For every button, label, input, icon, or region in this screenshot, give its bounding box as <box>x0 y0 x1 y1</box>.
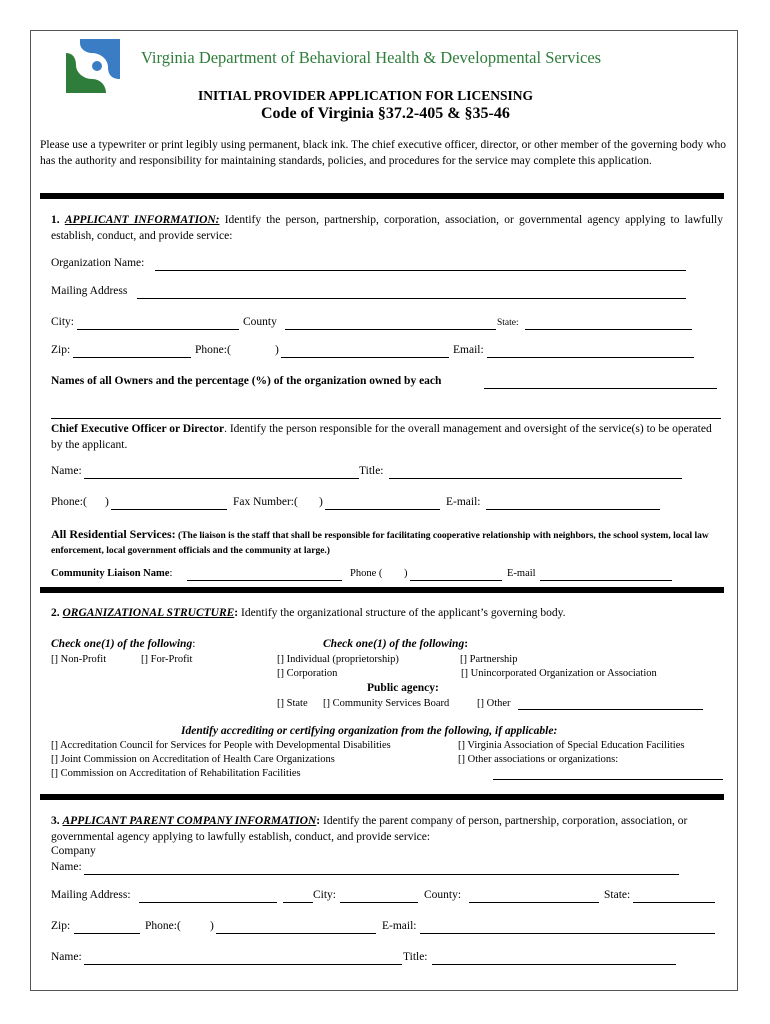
section2-title: ORGANIZATIONAL STRUCTURE <box>62 607 235 619</box>
section-divider <box>40 794 724 800</box>
liaison-phone-field[interactable] <box>410 580 502 581</box>
partnership-checkbox[interactable]: [] Partnership <box>460 654 518 665</box>
agency-name: Virginia Department of Behavioral Health & Developmental Services <box>141 48 602 67</box>
other-associations-checkbox[interactable]: [] Other associations or organizations: <box>458 754 619 765</box>
other-associations-field[interactable] <box>493 779 723 780</box>
fax-label: Fax Number:( <box>233 496 298 508</box>
county-label: County <box>243 316 277 328</box>
parent-county-label: County: <box>424 889 462 901</box>
intro-instructions: Please use a typewriter or print legibly using permanent, black ink. The chief executive officer, director, or other member of the governing body who has the authority and responsibility for maintaining standards, policies, and procedures for the service may complete this application. <box>40 139 726 167</box>
other-agency-checkbox[interactable]: [] Other <box>477 698 511 709</box>
mailing-address-label: Mailing Address <box>51 285 128 297</box>
parent-mailing-field[interactable] <box>139 902 277 903</box>
ceo-email-label: E-mail: <box>446 496 481 508</box>
ceo-phone-field[interactable] <box>111 509 227 510</box>
parent-city-label: City: <box>313 889 337 901</box>
owners-label: Names of all Owners and the percentage (%) of the organization owned by each <box>51 375 442 387</box>
dbhds-logo <box>66 39 120 93</box>
form-title: INITIAL PROVIDER APPLICATION FOR LICENSING <box>198 88 534 103</box>
accreditation-heading: Identify accrediting or certifying organization from the following, if applicable: <box>181 725 558 737</box>
zip-label: Zip: <box>51 344 71 356</box>
company-name-label: Name: <box>51 861 82 873</box>
individual-checkbox[interactable]: [] Individual (proprietorship) <box>277 654 399 665</box>
form-border <box>30 30 738 991</box>
parent-city-field[interactable] <box>340 902 418 903</box>
check-one-left: Check one(1) of the following: <box>51 638 196 650</box>
unincorporated-checkbox[interactable]: [] Unincorporated Organization or Association <box>461 668 657 679</box>
parent-state-field[interactable] <box>633 902 715 903</box>
ceo-title-label: Title: <box>359 465 384 477</box>
corporation-checkbox[interactable]: [] Corporation <box>277 668 338 679</box>
ceo-name-field[interactable] <box>84 478 359 479</box>
liaison-label: Community Liaison Name: <box>51 568 173 579</box>
vaisef-checkbox[interactable]: [] Virginia Association of Special Education Facilities <box>458 740 685 751</box>
org-name-label: Organization Name: <box>51 257 145 269</box>
parent-zip-field[interactable] <box>74 933 140 934</box>
parent-email-label: E-mail: <box>382 920 417 932</box>
acdd-checkbox[interactable]: [] Accreditation Council for Services for People with Developmental Disabilities <box>51 740 391 751</box>
parent-phone-field[interactable] <box>216 933 376 934</box>
csb-checkbox[interactable]: [] Community Services Board <box>323 698 450 709</box>
state-agency-checkbox[interactable]: [] State <box>277 698 308 709</box>
email-label: Email: <box>453 344 484 356</box>
ceo-phone-close-paren: ) <box>105 496 109 508</box>
residential-note: All Residential Services: (The liaison is the staff that shall be responsible for facilitating cooperative relationship with neighbors, the school system, local law enforcement, local government officials and the community at large.) <box>51 527 709 556</box>
section3-title: APPLICANT PARENT COMPANY INFORMATION <box>62 815 317 827</box>
ceo-phone-label: Phone:( <box>51 496 87 508</box>
city-label: City: <box>51 316 75 328</box>
ceo-title-field[interactable] <box>389 478 682 479</box>
liaison-phone-close-paren: ) <box>404 568 408 579</box>
jcaho-checkbox[interactable]: [] Joint Commission on Accreditation of Health Care Organizations <box>51 754 335 765</box>
phone-label: Phone:( <box>195 344 231 356</box>
parent-contact-name-field[interactable] <box>84 964 402 965</box>
carf-checkbox[interactable]: [] Commission on Accreditation of Rehabilitation Facilities <box>51 768 301 779</box>
residential-title: All Residential Services: <box>51 527 176 541</box>
zip-field[interactable] <box>73 357 191 358</box>
mailing-address-field[interactable] <box>137 298 686 299</box>
for-profit-checkbox[interactable]: [] For-Profit <box>141 654 193 665</box>
section1-title: APPLICANT INFORMATION: <box>64 214 220 226</box>
company-name-field[interactable] <box>84 874 679 875</box>
parent-mailing-label: Mailing Address: <box>51 889 131 901</box>
fax-field[interactable] <box>325 509 440 510</box>
county-field[interactable] <box>285 329 496 330</box>
liaison-email-label: E-mail <box>507 568 536 579</box>
state-field[interactable] <box>525 329 692 330</box>
check-one-right: Check one(1) of the following: <box>323 638 469 650</box>
email-field[interactable] <box>487 357 694 358</box>
parent-contact-title-field[interactable] <box>432 964 676 965</box>
liaison-phone-label: Phone ( <box>350 568 383 579</box>
public-agency-label: Public agency: <box>367 682 439 694</box>
section1-heading: 1. APPLICANT INFORMATION: Identify the person, partnership, corporation, association, or governmental agency applying to lawfully establish, conduct, and provide service: <box>51 214 723 242</box>
parent-phone-close-paren: ) <box>210 920 214 932</box>
parent-contact-name-label: Name: <box>51 951 82 963</box>
section-divider <box>40 587 724 593</box>
phone-field[interactable] <box>281 357 449 358</box>
liaison-email-field[interactable] <box>540 580 672 581</box>
company-label: Company <box>51 845 96 857</box>
parent-county-field[interactable] <box>469 902 599 903</box>
code-reference: Code of Virginia §37.2-405 & §35-46 <box>261 105 510 122</box>
parent-state-label: State: <box>604 889 631 901</box>
city-field[interactable] <box>77 329 239 330</box>
parent-contact-title-label: Title: <box>403 951 428 963</box>
fax-close-paren: ) <box>319 496 323 508</box>
owners-field[interactable] <box>484 388 717 389</box>
ceo-email-field[interactable] <box>486 509 660 510</box>
ceo-name-label: Name: <box>51 465 82 477</box>
section-divider <box>40 193 724 199</box>
parent-email-field[interactable] <box>420 933 715 934</box>
ceo-title: Chief Executive Officer or Director <box>51 423 225 435</box>
parent-phone-label: Phone:( <box>145 920 181 932</box>
non-profit-checkbox[interactable]: [] Non-Profit <box>51 654 107 665</box>
liaison-name-field[interactable] <box>187 580 342 581</box>
org-name-field[interactable] <box>155 270 686 271</box>
section3-heading: 3. APPLICANT PARENT COMPANY INFORMATION: Identify the parent company of person, partnership, corporation, association, or governmental agency applying to lawfully establish, conduct, and provide service: <box>51 815 688 843</box>
parent-zip-label: Zip: <box>51 920 71 932</box>
other-agency-field[interactable] <box>518 709 703 710</box>
section2-heading: 2. ORGANIZATIONAL STRUCTURE: Identify the organizational structure of the applicant’s governing body. <box>51 607 566 619</box>
parent-city-prefix-field[interactable] <box>283 902 313 903</box>
state-label: State: <box>497 318 519 328</box>
ceo-heading: Chief Executive Officer or Director. Identify the person responsible for the overall management and oversight of the service(s) to be operated by the applicant. <box>51 423 712 451</box>
owners-field-2[interactable] <box>51 418 721 419</box>
phone-close-paren: ) <box>275 344 279 356</box>
